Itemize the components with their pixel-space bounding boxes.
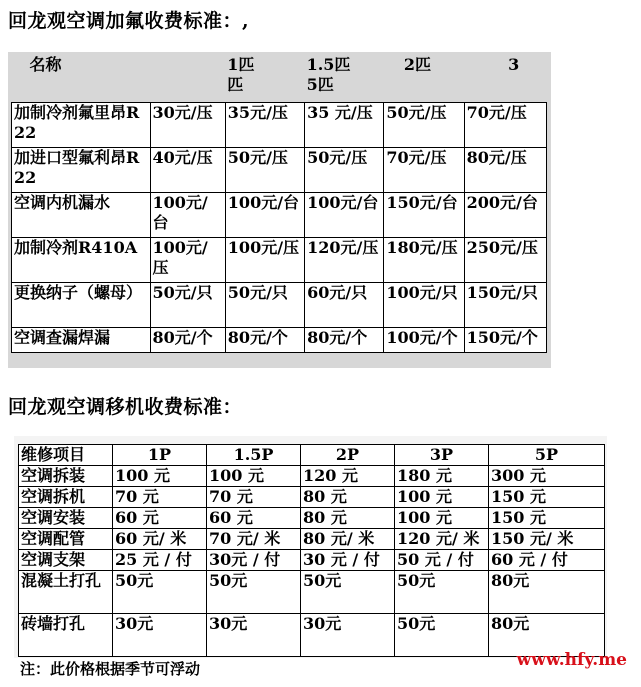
table2-price-cell: 80 元/ 米 (301, 529, 395, 550)
table1-price-cell: 50元/只 (150, 283, 225, 328)
table1-price-cell: 60元/只 (305, 283, 384, 328)
heading-relocation-fees: 回龙观空调移机收费标准： (8, 396, 243, 418)
table2-price-cell: 50 元 / 付 (395, 550, 489, 571)
table1-item-name: 空调查漏焊漏 (12, 328, 151, 353)
table2-price-cell: 80 元 (301, 487, 395, 508)
table1-header-name: 名称 (12, 55, 151, 103)
table2-price-cell: 30 元 / 付 (301, 550, 395, 571)
table2-price-cell: 150 元 (489, 487, 605, 508)
table2-item-name: 空调安装 (19, 508, 113, 529)
table1-header-1p: 1匹 匹 (225, 55, 304, 103)
table1-row (12, 328, 547, 353)
table2-price-cell: 80元 (489, 571, 605, 614)
table1-row (12, 283, 547, 328)
table1-price-cell: 100元/台 (225, 193, 304, 238)
table2-price-cell: 60 元/ 米 (113, 529, 207, 550)
table2-row (19, 487, 605, 508)
table1-item-name: 空调内机漏水 (12, 193, 151, 238)
table2-row (19, 529, 605, 550)
table1-row (12, 193, 547, 238)
table2-price-cell: 50元 (395, 571, 489, 614)
table1-price-cell: 50元/压 (305, 148, 384, 193)
table2-price-cell: 60 元 (113, 508, 207, 529)
table1-price-cell: 100元/个 (384, 328, 464, 353)
table2-row (19, 571, 605, 614)
table1-item-name: 加制冷剂氟里昂R22 (12, 103, 151, 148)
table1-price-cell: 40元/压 (150, 148, 225, 193)
table2-price-cell: 80元 (489, 614, 605, 657)
table2-price-cell: 70 元 (113, 487, 207, 508)
table1-header-1-5p: 1.5匹 5匹 (305, 55, 384, 103)
table1-row (12, 103, 547, 148)
table1-price-cell: 35元/压 (225, 103, 304, 148)
table1-price-cell: 70元/压 (384, 148, 464, 193)
table2-price-cell: 70 元/ 米 (207, 529, 301, 550)
table1-price-cell: 80元/个 (305, 328, 384, 353)
table1-price-cell: 35 元/压 (305, 103, 384, 148)
table2-price-cell: 30元 (301, 614, 395, 657)
table1-price-cell: 100元/压 (225, 238, 304, 283)
table2-price-cell: 50元 (113, 571, 207, 614)
table1-price-cell: 250元/压 (464, 238, 546, 283)
table1-header-row (12, 55, 547, 103)
table1-price-cell: 50元/压 (384, 103, 464, 148)
table2-header-3p: 3P (395, 445, 489, 466)
table2-header-row (19, 445, 605, 466)
table1-price-cell: 180元/压 (384, 238, 464, 283)
table2-header-1p: 1P (113, 445, 207, 466)
table1-price-cell: 70元/压 (464, 103, 546, 148)
table2-header-5p: 5P (489, 445, 605, 466)
table2-price-cell: 25 元 / 付 (113, 550, 207, 571)
table2-price-cell: 60 元 / 付 (489, 550, 605, 571)
table2-price-cell: 180 元 (395, 466, 489, 487)
table1-price-cell: 30元/压 (150, 103, 225, 148)
table2-item-name: 空调配管 (19, 529, 113, 550)
table2-price-cell: 50元 (395, 614, 489, 657)
table1-price-cell: 50元/压 (225, 148, 304, 193)
table2-price-cell: 60 元 (207, 508, 301, 529)
table2-item-name: 混凝土打孔 (19, 571, 113, 614)
table1-price-cell: 150元/个 (464, 328, 546, 353)
table2-item-name: 砖墙打孔 (19, 614, 113, 657)
table2-price-cell: 100 元 (395, 508, 489, 529)
table1-price-cell: 200元/台 (464, 193, 546, 238)
table1-price-cell: 80元/个 (150, 328, 225, 353)
table2-row (19, 508, 605, 529)
table1-price-cell: 80元/压 (464, 148, 546, 193)
table1-price-cell: 100元/台 (150, 193, 225, 238)
table2-price-cell: 120 元/ 米 (395, 529, 489, 550)
table2-price-cell: 120 元 (301, 466, 395, 487)
relocation-fee-table (18, 444, 605, 657)
table2-price-cell: 150 元/ 米 (489, 529, 605, 550)
table1-price-cell: 150元/只 (464, 283, 546, 328)
table2-item-name: 空调拆机 (19, 487, 113, 508)
table2-item-name: 空调支架 (19, 550, 113, 571)
refrigerant-fee-table (11, 55, 547, 353)
price-note: 注：此价格根据季节可浮动 (20, 660, 201, 678)
table1-header-2p: 2匹 (384, 55, 464, 103)
table2-row (19, 550, 605, 571)
table2-price-cell: 50元 (207, 571, 301, 614)
table2-header-1-5p: 1.5P (207, 445, 301, 466)
table1-item-name: 加进口型氟利昂R22 (12, 148, 151, 193)
table1-price-cell: 80元/个 (225, 328, 304, 353)
table2-price-cell: 80 元 (301, 508, 395, 529)
table2-row (19, 466, 605, 487)
table1-header-3p: 3 (464, 55, 546, 103)
table2-price-cell: 30元 / 付 (207, 550, 301, 571)
table2-item-name: 空调拆装 (19, 466, 113, 487)
table2-price-cell: 50元 (301, 571, 395, 614)
table1-price-cell: 150元/台 (384, 193, 464, 238)
table2-price-cell: 300 元 (489, 466, 605, 487)
table1-price-cell: 100元/台 (305, 193, 384, 238)
table1-price-cell: 100元/只 (384, 283, 464, 328)
table1-item-name: 更换纳子（螺母） (12, 283, 151, 328)
table1-row (12, 238, 547, 283)
table1-item-name: 加制冷剂R410A (12, 238, 151, 283)
table2-price-cell: 30元 (113, 614, 207, 657)
table2-price-cell: 100 元 (395, 487, 489, 508)
table2-price-cell: 100 元 (207, 466, 301, 487)
table2-price-cell: 150 元 (489, 508, 605, 529)
table2-price-cell: 100 元 (113, 466, 207, 487)
table1-price-cell: 100元/压 (150, 238, 225, 283)
table1-price-cell: 50元/只 (225, 283, 304, 328)
table1-row (12, 148, 547, 193)
heading-refrigerant-fees: 回龙观空调加氟收费标准：, (8, 10, 250, 32)
table2-price-cell: 70 元 (207, 487, 301, 508)
table2-header-item: 维修项目 (19, 445, 113, 466)
table1-price-cell: 120元/压 (305, 238, 384, 283)
site-watermark: www.hfy.me (516, 650, 627, 670)
table2-header-2p: 2P (301, 445, 395, 466)
table2-price-cell: 30元 (207, 614, 301, 657)
